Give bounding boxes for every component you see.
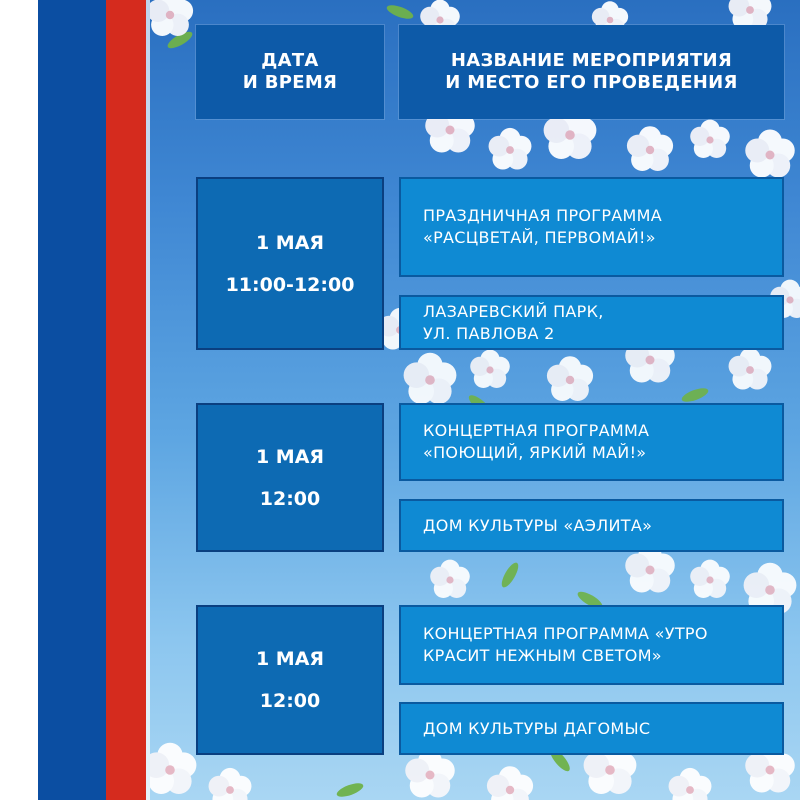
event-time: 12:00: [259, 487, 321, 510]
flag-stripe-blue: [38, 0, 106, 800]
event-date: 1 МАЯ: [255, 231, 325, 254]
date-time-header: [196, 25, 384, 119]
event-title-line2: «ПОЮЩИЙ, ЯРКИЙ МАЙ!»: [423, 443, 647, 462]
event-place-line1: ДОМ КУЛЬТУРЫ «АЭЛИТА»: [423, 515, 653, 535]
event-header: [399, 25, 784, 119]
left-margin: [0, 0, 38, 800]
event-1-title-box: [399, 177, 784, 277]
event-2-title-box: [399, 403, 784, 481]
event-2-place-box: [399, 499, 784, 552]
event-header-line2: И МЕСТО ЕГО ПРОВЕДЕНИЯ: [445, 72, 738, 93]
event-3-title-box: [399, 605, 784, 685]
event-title-line1: КОНЦЕРТНАЯ ПРОГРАММА «УТРО: [423, 624, 708, 643]
event-1-place-box: [399, 295, 784, 350]
event-3-place-box: [399, 702, 784, 755]
date-header-line1: ДАТА: [261, 50, 319, 71]
event-date: 1 МАЯ: [255, 445, 325, 468]
event-title-line1: ПРАЗДНИЧНАЯ ПРОГРАММА: [423, 206, 663, 225]
event-place-line1: ДОМ КУЛЬТУРЫ ДАГОМЫС: [423, 718, 651, 738]
event-1-date-box: [196, 177, 384, 350]
event-header-line1: НАЗВАНИЕ МЕРОПРИЯТИЯ: [450, 50, 733, 71]
event-title-line2: «РАСЦВЕТАЙ, ПЕРВОМАЙ!»: [423, 228, 656, 247]
event-3-date-box: [196, 605, 384, 755]
event-title-line2: КРАСИТ НЕЖНЫМ СВЕТОМ»: [423, 646, 662, 665]
event-time: 11:00-12:00: [225, 273, 355, 296]
date-header-line2: И ВРЕМЯ: [242, 72, 338, 93]
flag-stripe-red: [106, 0, 146, 800]
event-place-line1: ЛАЗАРЕВСКИЙ ПАРК,: [423, 301, 604, 321]
event-2-date-box: [196, 403, 384, 552]
event-time: 12:00: [259, 690, 321, 712]
event-title-line1: КОНЦЕРТНАЯ ПРОГРАММА: [423, 421, 650, 440]
event-place-line2: УЛ. ПАВЛОВА 2: [423, 323, 555, 343]
event-date: 1 МАЯ: [255, 648, 325, 670]
